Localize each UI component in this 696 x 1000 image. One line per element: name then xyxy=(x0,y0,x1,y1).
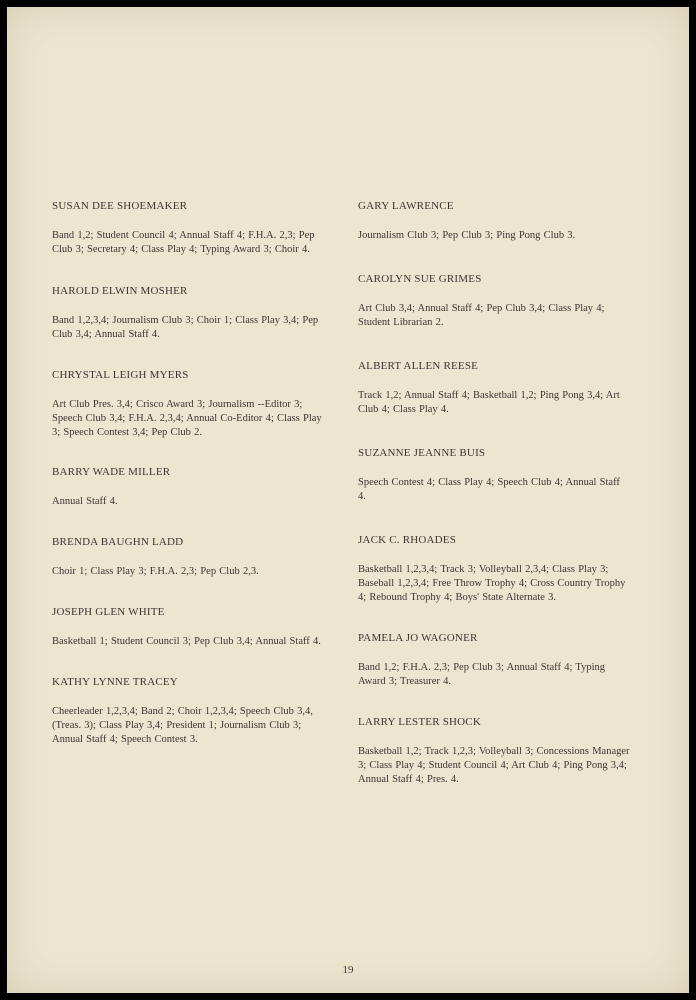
senior-name: CAROLYN SUE GRIMES xyxy=(358,273,482,285)
right-column xyxy=(358,200,630,787)
senior-entry xyxy=(358,200,630,243)
senior-activities: Band 1,2; F.H.A. 2,3; Pep Club 3; Annual Staff 4; Typing Award 3; Treasurer 4. xyxy=(358,662,606,687)
senior-entry xyxy=(358,632,630,689)
senior-entry xyxy=(358,716,630,787)
senior-entry xyxy=(52,200,324,257)
senior-name: BRENDA BAUGHN LADD xyxy=(52,536,184,548)
senior-name: JACK C. RHOADES xyxy=(358,534,457,546)
senior-activities: Cheerleader 1,2,3,4; Band 2; Choir 1,2,3,4; Speech Club 3,4, (Treas. 3); Class Play 3,4; President 1; Journalism Club 3; Annual Staff 4; Speech Contest 3. xyxy=(52,706,313,745)
senior-entry xyxy=(52,676,324,747)
senior-activities: Band 1,2,3,4; Journalism Club 3; Choir 1; Class Play 3,4; Pep Club 3,4; Annual Staff 4. xyxy=(52,315,319,340)
senior-name: ALBERT ALLEN REESE xyxy=(358,360,479,372)
senior-activities: Art Club 3,4; Annual Staff 4; Pep Club 3,4; Class Play 4; Student Librarian 2. xyxy=(358,303,605,328)
senior-activities: Speech Contest 4; Class Play 4; Speech Club 4; Annual Staff 4. xyxy=(358,477,620,502)
yearbook-page xyxy=(7,7,689,993)
senior-name: CHRYSTAL LEIGH MYERS xyxy=(52,369,189,381)
senior-activities: Basketball 1,2,3,4; Track 3; Volleyball 2,3,4; Class Play 3; Baseball 1,2,3,4; Free Throw Trophy 4; Cross Country Trophy 4; Rebound Trophy 4; Boys' State Alternate 3. xyxy=(358,564,626,603)
senior-name: SUSAN DEE SHOEMAKER xyxy=(52,200,188,212)
senior-entry xyxy=(52,606,324,649)
senior-name: LARRY LESTER SHOCK xyxy=(358,716,481,728)
senior-name: HAROLD ELWIN MOSHER xyxy=(52,285,188,297)
senior-activities: Art Club Pres. 3,4; Crisco Award 3; Journalism --Editor 3; Speech Club 3,4; F.H.A. 2,3,4; Annual Co-Editor 4; Class Play 3; Speech Contest 3,4; Pep Club 2. xyxy=(52,399,322,438)
senior-entry xyxy=(52,536,324,579)
senior-name: KATHY LYNNE TRACEY xyxy=(52,676,178,688)
senior-entry xyxy=(358,273,630,330)
senior-entry xyxy=(52,285,324,342)
senior-activities: Band 1,2; Student Council 4; Annual Staff 4; F.H.A. 2,3; Pep Club 3; Secretary 4; Class Play 4; Typing Award 3; Choir 4. xyxy=(52,230,315,255)
senior-activities: Annual Staff 4. xyxy=(52,496,118,507)
page-number: 19 xyxy=(342,964,354,976)
senior-entry xyxy=(52,466,324,509)
senior-entry xyxy=(52,369,324,440)
senior-name: BARRY WADE MILLER xyxy=(52,466,171,478)
senior-name: JOSEPH GLEN WHITE xyxy=(52,606,165,618)
senior-name: SUZANNE JEANNE BUIS xyxy=(358,447,486,459)
senior-activities: Choir 1; Class Play 3; F.H.A. 2,3; Pep Club 2,3. xyxy=(52,566,259,577)
senior-activities: Basketball 1,2; Track 1,2,3; Volleyball 3; Concessions Manager 3; Class Play 4; Student Council 4; Art Club 4; Ping Pong 3,4; Annual Staff 4; Pres. 4. xyxy=(358,746,630,785)
senior-activities: Track 1,2; Annual Staff 4; Basketball 1,2; Ping Pong 3,4; Art Club 4; Class Play 4. xyxy=(358,390,620,415)
senior-entry xyxy=(358,447,630,504)
senior-entry xyxy=(358,360,630,417)
senior-name: PAMELA JO WAGONER xyxy=(358,632,478,644)
senior-activities: Basketball 1; Student Council 3; Pep Club 3,4; Annual Staff 4. xyxy=(52,636,321,647)
senior-name: GARY LAWRENCE xyxy=(358,200,454,212)
senior-entry xyxy=(358,534,630,605)
left-column xyxy=(52,200,324,747)
senior-activities: Journalism Club 3; Pep Club 3; Ping Pong Club 3. xyxy=(358,230,576,241)
